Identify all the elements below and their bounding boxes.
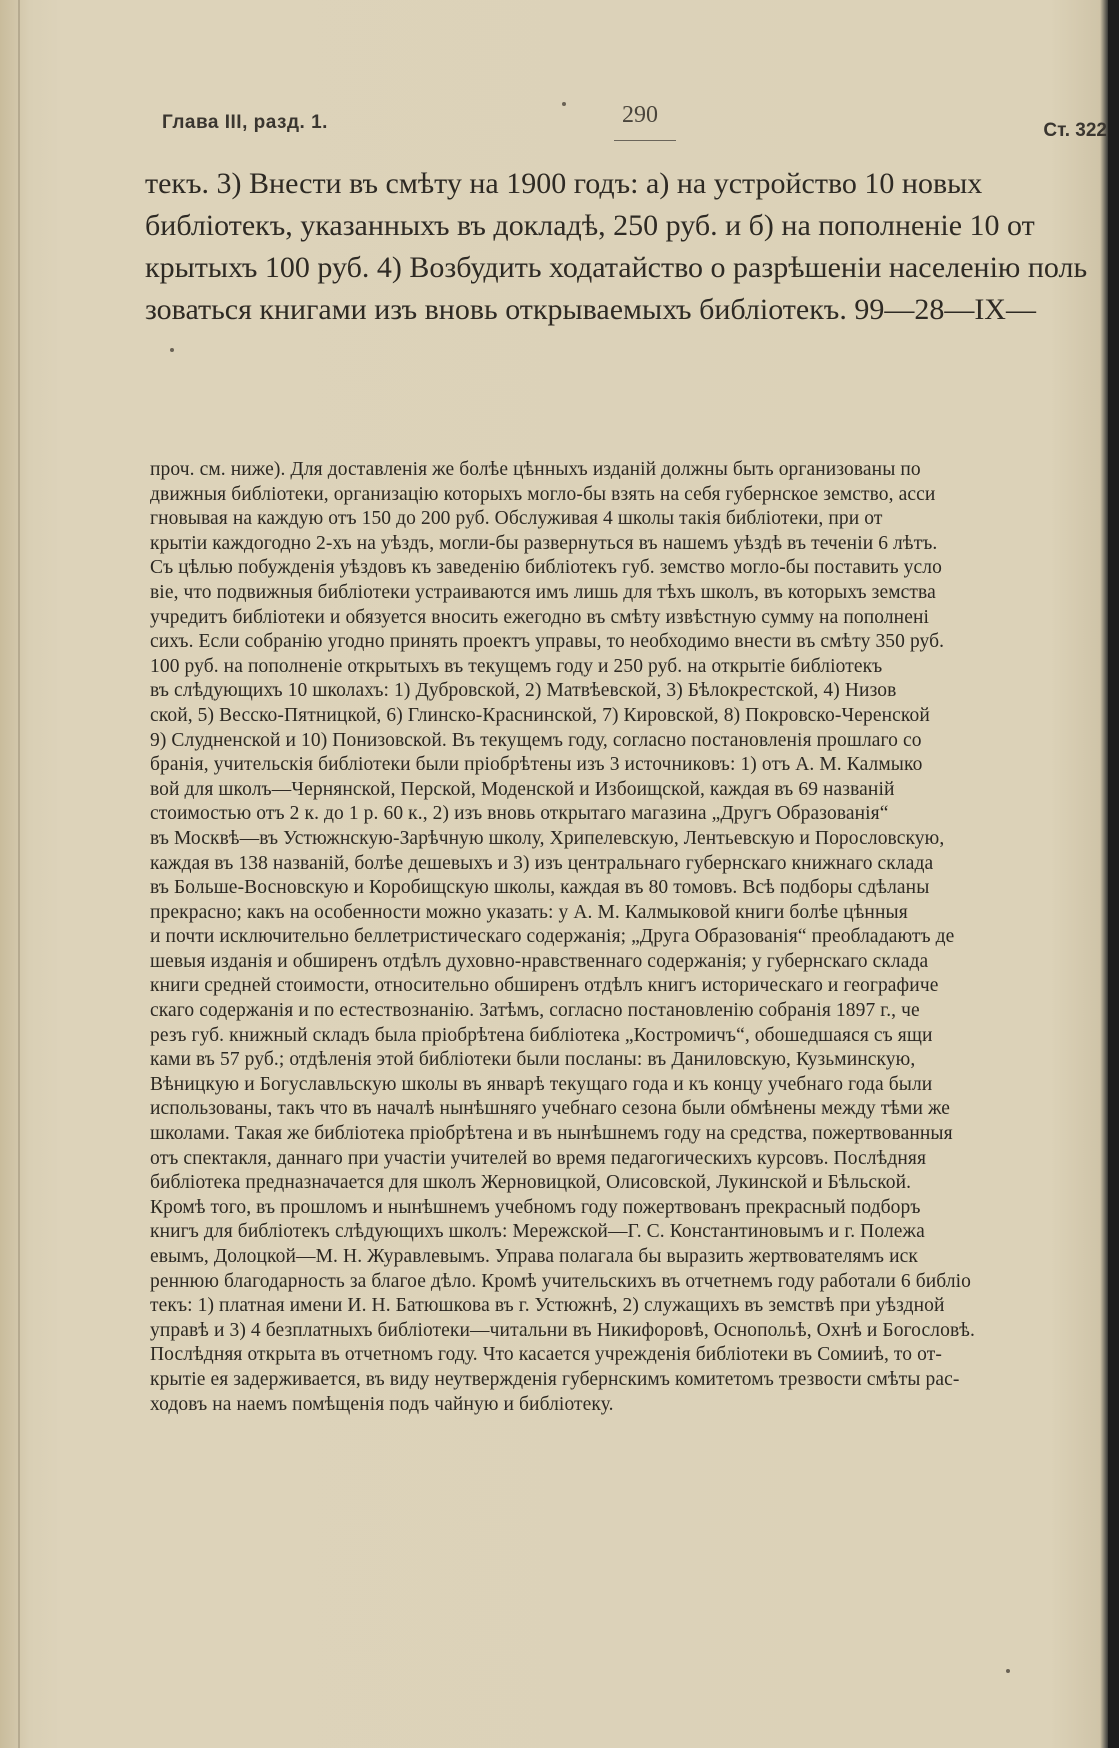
text-line: сихъ. Если собранію угодно принять проектъ управы, то необходимо внести въ смѣту 350 руб. xyxy=(150,631,945,653)
resolution-line: зоваться книгами изъ вновь открываемыхъ библіотекъ. 99—28—IX— xyxy=(145,293,1036,326)
text-line: библіотека предназначается для школъ Жерновицкой, Олисовской, Лукинской и Бѣльской. xyxy=(150,1172,912,1194)
text-line: резъ губ. книжный складъ была пріобрѣтена библіотека „Костромичъ“, обошедшаяся съ ящи xyxy=(150,1024,933,1046)
text-line: школами. Такая же библіотека пріобрѣтена и въ нынѣшнемъ году на средства, пожертвованныя xyxy=(150,1123,953,1145)
text-line: віе, что подвижныя библіотеки устраиваются имъ лишь для тѣхъ школъ, въ которыхъ земства xyxy=(150,581,936,603)
text-line: Кромѣ того, въ прошломъ и нынѣшнемъ учебномъ году пожертвованъ прекрасный подборъ xyxy=(150,1196,921,1218)
column-number: Ст. 322 xyxy=(1043,120,1107,141)
text-line: вой для школъ—Чернянской, Перской, Моденской и Избоищской, каждая въ 69 названій xyxy=(150,778,895,800)
text-line: въ слѣдующихъ 10 школахъ: 1) Дубровской, 2) Матвѣевской, 3) Бѣлокрестской, 4) Низов xyxy=(150,680,897,702)
print-speck xyxy=(562,102,566,106)
text-line: скаго содержанія и по естествознанію. Затѣмъ, согласно постановленію собранія 1897 г., че xyxy=(150,1000,920,1022)
text-line: и почти исключительно беллетристическаго содержанія; „Друга Образованія“ преобладаютъ де xyxy=(150,926,955,948)
text-line: бранія, учительскія библіотеки были пріобрѣтены изъ 3 источниковъ: 1) отъ А. М. Калмыко xyxy=(150,754,923,776)
text-line: Вѣницкую и Богуславльскую школы въ январѣ текущаго года и къ концу учебнаго года были xyxy=(150,1073,933,1095)
text-line: отъ спектакля, даннаго при участіи учителей во время педагогическихъ курсовъ. Послѣдняя xyxy=(150,1147,927,1169)
text-line: учредитъ библіотеки и обязуется вносить ежегодно въ смѣту извѣстную сумму на пополнені xyxy=(150,606,930,628)
print-speck xyxy=(170,348,174,352)
text-line: Съ цѣлью побужденія уѣздовъ къ заведенію библіотекъ губ. земство могло-бы поставить усло xyxy=(150,557,942,579)
resolution-line: текъ. 3) Внести въ смѣту на 1900 годъ: а) на устройство 10 новых xyxy=(145,167,983,200)
text-line: Послѣдняя открыта въ отчетномъ году. Что касается учрежденія библіотеки въ Сомииѣ, то от- xyxy=(150,1344,942,1366)
resolution-paragraph xyxy=(145,163,1108,331)
text-line: въ Москвѣ—въ Устюжнскую-Зарѣчную школу, Хрипелевскую, Лентьевскую и Порословскую, xyxy=(150,827,945,849)
text-line: каждая въ 138 названій, болѣе дешевыхъ и 3) изъ центральнаго губернскаго книжнаго склада xyxy=(150,852,934,874)
resolution-line: библіотекъ, указанныхъ въ докладѣ, 250 руб. и б) на пополненіе 10 от xyxy=(145,209,1035,242)
text-line: проч. см. ниже). Для доставленія же болѣе цѣнныхъ изданій должны быть организованы по xyxy=(150,459,921,480)
text-line: гновывая на каждую отъ 150 до 200 руб. Обслуживая 4 школы такія библіотеки, при от xyxy=(150,508,883,530)
text-line: крытіи каждогодно 2-хъ на уѣздъ, могли-бы развернуться въ нашемъ уѣздѣ въ теченіи 6 лѣтъ. xyxy=(150,532,938,554)
chapter-label: Глава III, разд. 1. xyxy=(162,112,328,133)
text-line: прекрасно; какъ на особенности можно указать: у А. М. Калмыковой книги болѣе цѣнныя xyxy=(150,901,908,923)
text-line: крытіе ея задерживается, въ виду неутвержденія губернскимъ комитетомъ трезвости смѣты рас- xyxy=(150,1368,960,1390)
text-line: евымъ, Долоцкой—М. Н. Журавлевымъ. Управа полагала бы выразить жертвователямъ иск xyxy=(150,1246,918,1267)
text-line: книги средней стоимости, относительно обширенъ отдѣлъ книгъ историческаго и географиче xyxy=(150,975,939,997)
running-header xyxy=(0,102,1119,158)
text-line: ской, 5) Весско-Пятницкой, 6) Глинско-Краснинской, 7) Кировской, 8) Покровско-Черенской xyxy=(150,704,930,726)
text-line: книгъ для библіотекъ слѣдующихъ школъ: Мережской—Г. С. Константиновымъ и г. Полежа xyxy=(150,1221,925,1243)
text-line: текъ: 1) платная имени И. Н. Батюшкова въ г. Устюжнѣ, 2) служащихъ въ земствѣ при уѣздной xyxy=(150,1295,945,1317)
text-line: реннюю благодарность за благое дѣло. Кромѣ учительскихъ въ отчетнемъ году работали 6 библіо xyxy=(150,1270,972,1292)
resolution-line: крытыхъ 100 руб. 4) Возбудить ходатайство о разрѣшеніи населенію поль xyxy=(145,251,1088,284)
binding-shadow xyxy=(18,0,20,1748)
print-speck xyxy=(1006,1669,1010,1673)
text-line: 9) Слудненской и 10) Понизовской. Въ текущемъ году, согласно постановленія прошлаго со xyxy=(150,729,922,751)
text-line: ходовъ на наемъ помѣщенія подъ чайную и библіотеку. xyxy=(150,1393,614,1415)
text-line: шевыя изданія и обширенъ отдѣлъ духовно-нравственнаго содержанія; у губернскаго склада xyxy=(150,950,929,972)
text-line: использованы, такъ что въ началѣ нынѣшняго учебнаго сезона были обмѣнены между тѣми же xyxy=(150,1098,951,1120)
page-edge xyxy=(1108,0,1119,1748)
text-line: управѣ и 3) 4 безплатныхъ библіотеки—читальни въ Никифоровѣ, Оснопольѣ, Охнѣ и Богословѣ. xyxy=(150,1319,975,1341)
page-number: 290 xyxy=(622,102,658,128)
text-line: ками въ 57 руб.; отдѣленія этой библіотеки были посланы: въ Даниловскую, Кузьминскую, xyxy=(150,1049,916,1071)
text-line: 100 руб. на пополненіе открытыхъ въ текущемъ году и 250 руб. на открытіе библіотекъ xyxy=(150,655,883,677)
text-line: стоимостью отъ 2 к. до 1 р. 60 к., 2) изъ вновь открытаго магазина „Другъ Образованія“ xyxy=(150,803,889,825)
text-line: движныя библіотеки, организацію которыхъ могло-бы взять на себя губернское земство, асси xyxy=(150,483,936,505)
text-line: въ Больше-Восновскую и Коробищскую школы, каждая въ 80 томовъ. Всѣ подборы сдѣланы xyxy=(150,877,930,899)
report-text xyxy=(150,458,1108,1417)
page-number-rule xyxy=(614,140,676,141)
